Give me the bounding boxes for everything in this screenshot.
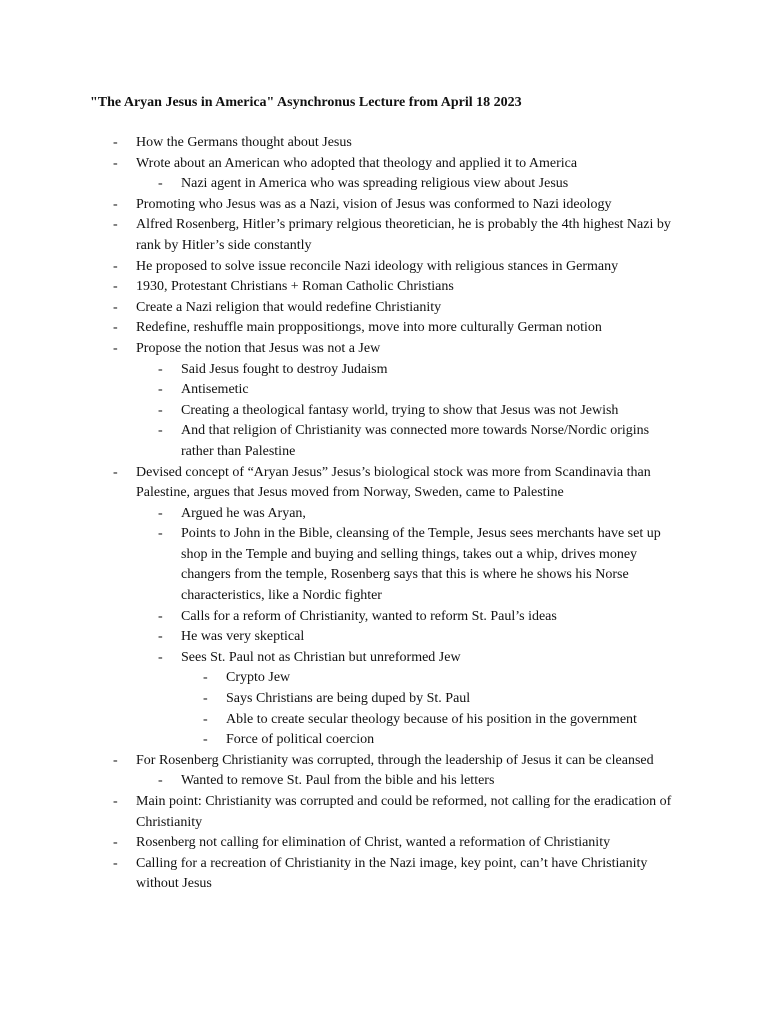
- note-item: [0, 730, 768, 751]
- note-text: Calling for a recreation of Christianity in the Nazi image, key point, can’t have Christianity without Jesus: [136, 855, 648, 892]
- note-text: Main point: Christianity was corrupted and could be reformed, not calling for the eradication of Christianity: [136, 794, 672, 830]
- note-text: Redefine, reshuffle main proppositiongs, move into more culturally German notion: [136, 320, 602, 336]
- note-text: How the Germans thought about Jesus: [136, 135, 352, 150]
- note-text: For Rosenberg Christianity was corrupted, through the leadership of Jesus it can be cleansed: [136, 752, 654, 768]
- bullet-dash: -: [203, 711, 208, 727]
- bullet-dash: -: [158, 773, 163, 789]
- note-text: Crypto Jew: [226, 670, 291, 686]
- note-text: Able to create secular theology because of his position in the government: [226, 711, 637, 727]
- bullet-dash: -: [203, 691, 208, 707]
- note-text: Nazi agent in America who was spreading religious view about Jesus: [181, 176, 569, 192]
- note-text: Creating a theological fantasy world, trying to show that Jesus was not Jewish: [181, 402, 619, 418]
- bullet-dash: -: [113, 794, 118, 809]
- note-item: [0, 360, 768, 381]
- note-text: Calls for a reform of Christianity, wanted to reform St. Paul’s ideas: [181, 608, 557, 624]
- note-text: He proposed to solve issue reconcile Nazi ideology with religious stances in Germany: [136, 258, 619, 274]
- note-text: 1930, Protestant Christians + Roman Catholic Christians: [136, 279, 454, 295]
- bullet-dash: -: [158, 176, 163, 192]
- note-item: [0, 277, 768, 298]
- note-item: [0, 689, 768, 710]
- note-item: [0, 668, 768, 689]
- note-text: Antisemetic: [181, 382, 249, 398]
- bullet-dash: -: [158, 361, 163, 377]
- note-text: And that religion of Christianity was connected more towards Norse/Nordic origins rather than Palestine: [181, 423, 650, 459]
- note-text: Force of political coercion: [226, 732, 375, 748]
- note-item: [0, 463, 768, 504]
- bullet-dash: -: [113, 155, 118, 171]
- note-item: [0, 401, 768, 422]
- bullet-dash: -: [158, 526, 163, 542]
- note-item: [0, 318, 768, 339]
- note-item: [0, 504, 768, 525]
- note-text: Sees St. Paul not as Christian but unreformed Jew: [181, 649, 461, 665]
- note-text: Create a Nazi religion that would redefine Christianity: [136, 299, 442, 315]
- note-item: [0, 854, 768, 895]
- note-item: [0, 339, 768, 360]
- bullet-dash: -: [113, 299, 118, 315]
- note-item: [0, 751, 768, 772]
- note-text: He was very skeptical: [181, 629, 305, 645]
- bullet-dash: -: [158, 649, 163, 665]
- note-item: [0, 648, 768, 669]
- note-item: [0, 195, 768, 216]
- bullet-dash: -: [113, 464, 118, 480]
- document-title: "The Aryan Jesus in America" Asynchronus Lecture from April 18 2023: [90, 95, 522, 110]
- bullet-dash: -: [158, 629, 163, 645]
- note-text: Alfred Rosenberg, Hitler’s primary relgious theoretician, he is probably the 4th highest Nazi by rank by Hitler’s side constantly: [136, 217, 671, 253]
- note-text: Wanted to remove St. Paul from the bible and his letters: [181, 773, 495, 789]
- note-item: [0, 154, 768, 175]
- note-text: Points to John in the Bible, cleansing of the Temple, Jesus sees merchants have set up shop in the Temple and buying and selling things, takes out a whip, drives money changers from the temple, Rosenberg says that this is where he shows his Norse characteristics, like a Nordic fighter: [181, 526, 661, 604]
- note-item: [0, 607, 768, 628]
- note-item: [0, 257, 768, 278]
- note-text: Promoting who Jesus was as a Nazi, vision of Jesus was conformed to Nazi ideology: [136, 196, 612, 212]
- note-text: Devised concept of “Aryan Jesus” Jesus’s biological stock was more from Scandinavia than Palestine, argues that Jesus moved from Norway, Sweden, came to Palestine: [136, 464, 651, 501]
- bullet-dash: -: [113, 135, 118, 150]
- note-text: Said Jesus fought to destroy Judaism: [181, 361, 388, 377]
- note-item: [0, 833, 768, 854]
- bullet-dash: -: [113, 258, 118, 274]
- note-text: Rosenberg not calling for elimination of Christ, wanted a reformation of Christianity: [136, 835, 611, 851]
- bullet-dash: -: [158, 402, 163, 418]
- note-item: [0, 792, 768, 833]
- note-item: [0, 380, 768, 401]
- bullet-dash: -: [113, 835, 118, 851]
- notes-list: [0, 133, 768, 895]
- bullet-dash: -: [113, 279, 118, 295]
- bullet-dash: -: [158, 423, 163, 439]
- note-text: Argued he was Aryan,: [181, 505, 306, 521]
- note-item: [0, 298, 768, 319]
- note-text: Says Christians are being duped by St. Paul: [226, 691, 471, 707]
- bullet-dash: -: [113, 752, 118, 768]
- note-item: [0, 215, 768, 256]
- note-item: [0, 174, 768, 195]
- bullet-dash: -: [113, 340, 118, 356]
- note-text: Wrote about an American who adopted that theology and applied it to America: [136, 155, 578, 171]
- note-text: Propose the notion that Jesus was not a Jew: [136, 340, 381, 356]
- bullet-dash: -: [113, 196, 118, 212]
- bullet-dash: -: [158, 382, 163, 398]
- note-item: [0, 771, 768, 792]
- note-item: [0, 133, 768, 154]
- bullet-dash: -: [113, 855, 118, 871]
- bullet-dash: -: [158, 505, 163, 521]
- bullet-dash: -: [113, 217, 118, 233]
- note-item: [0, 421, 768, 462]
- bullet-dash: -: [158, 608, 163, 624]
- note-item: [0, 627, 768, 648]
- note-item: [0, 524, 768, 606]
- bullet-dash: -: [203, 732, 208, 748]
- note-item: [0, 710, 768, 731]
- bullet-dash: -: [203, 670, 208, 686]
- bullet-dash: -: [113, 320, 118, 336]
